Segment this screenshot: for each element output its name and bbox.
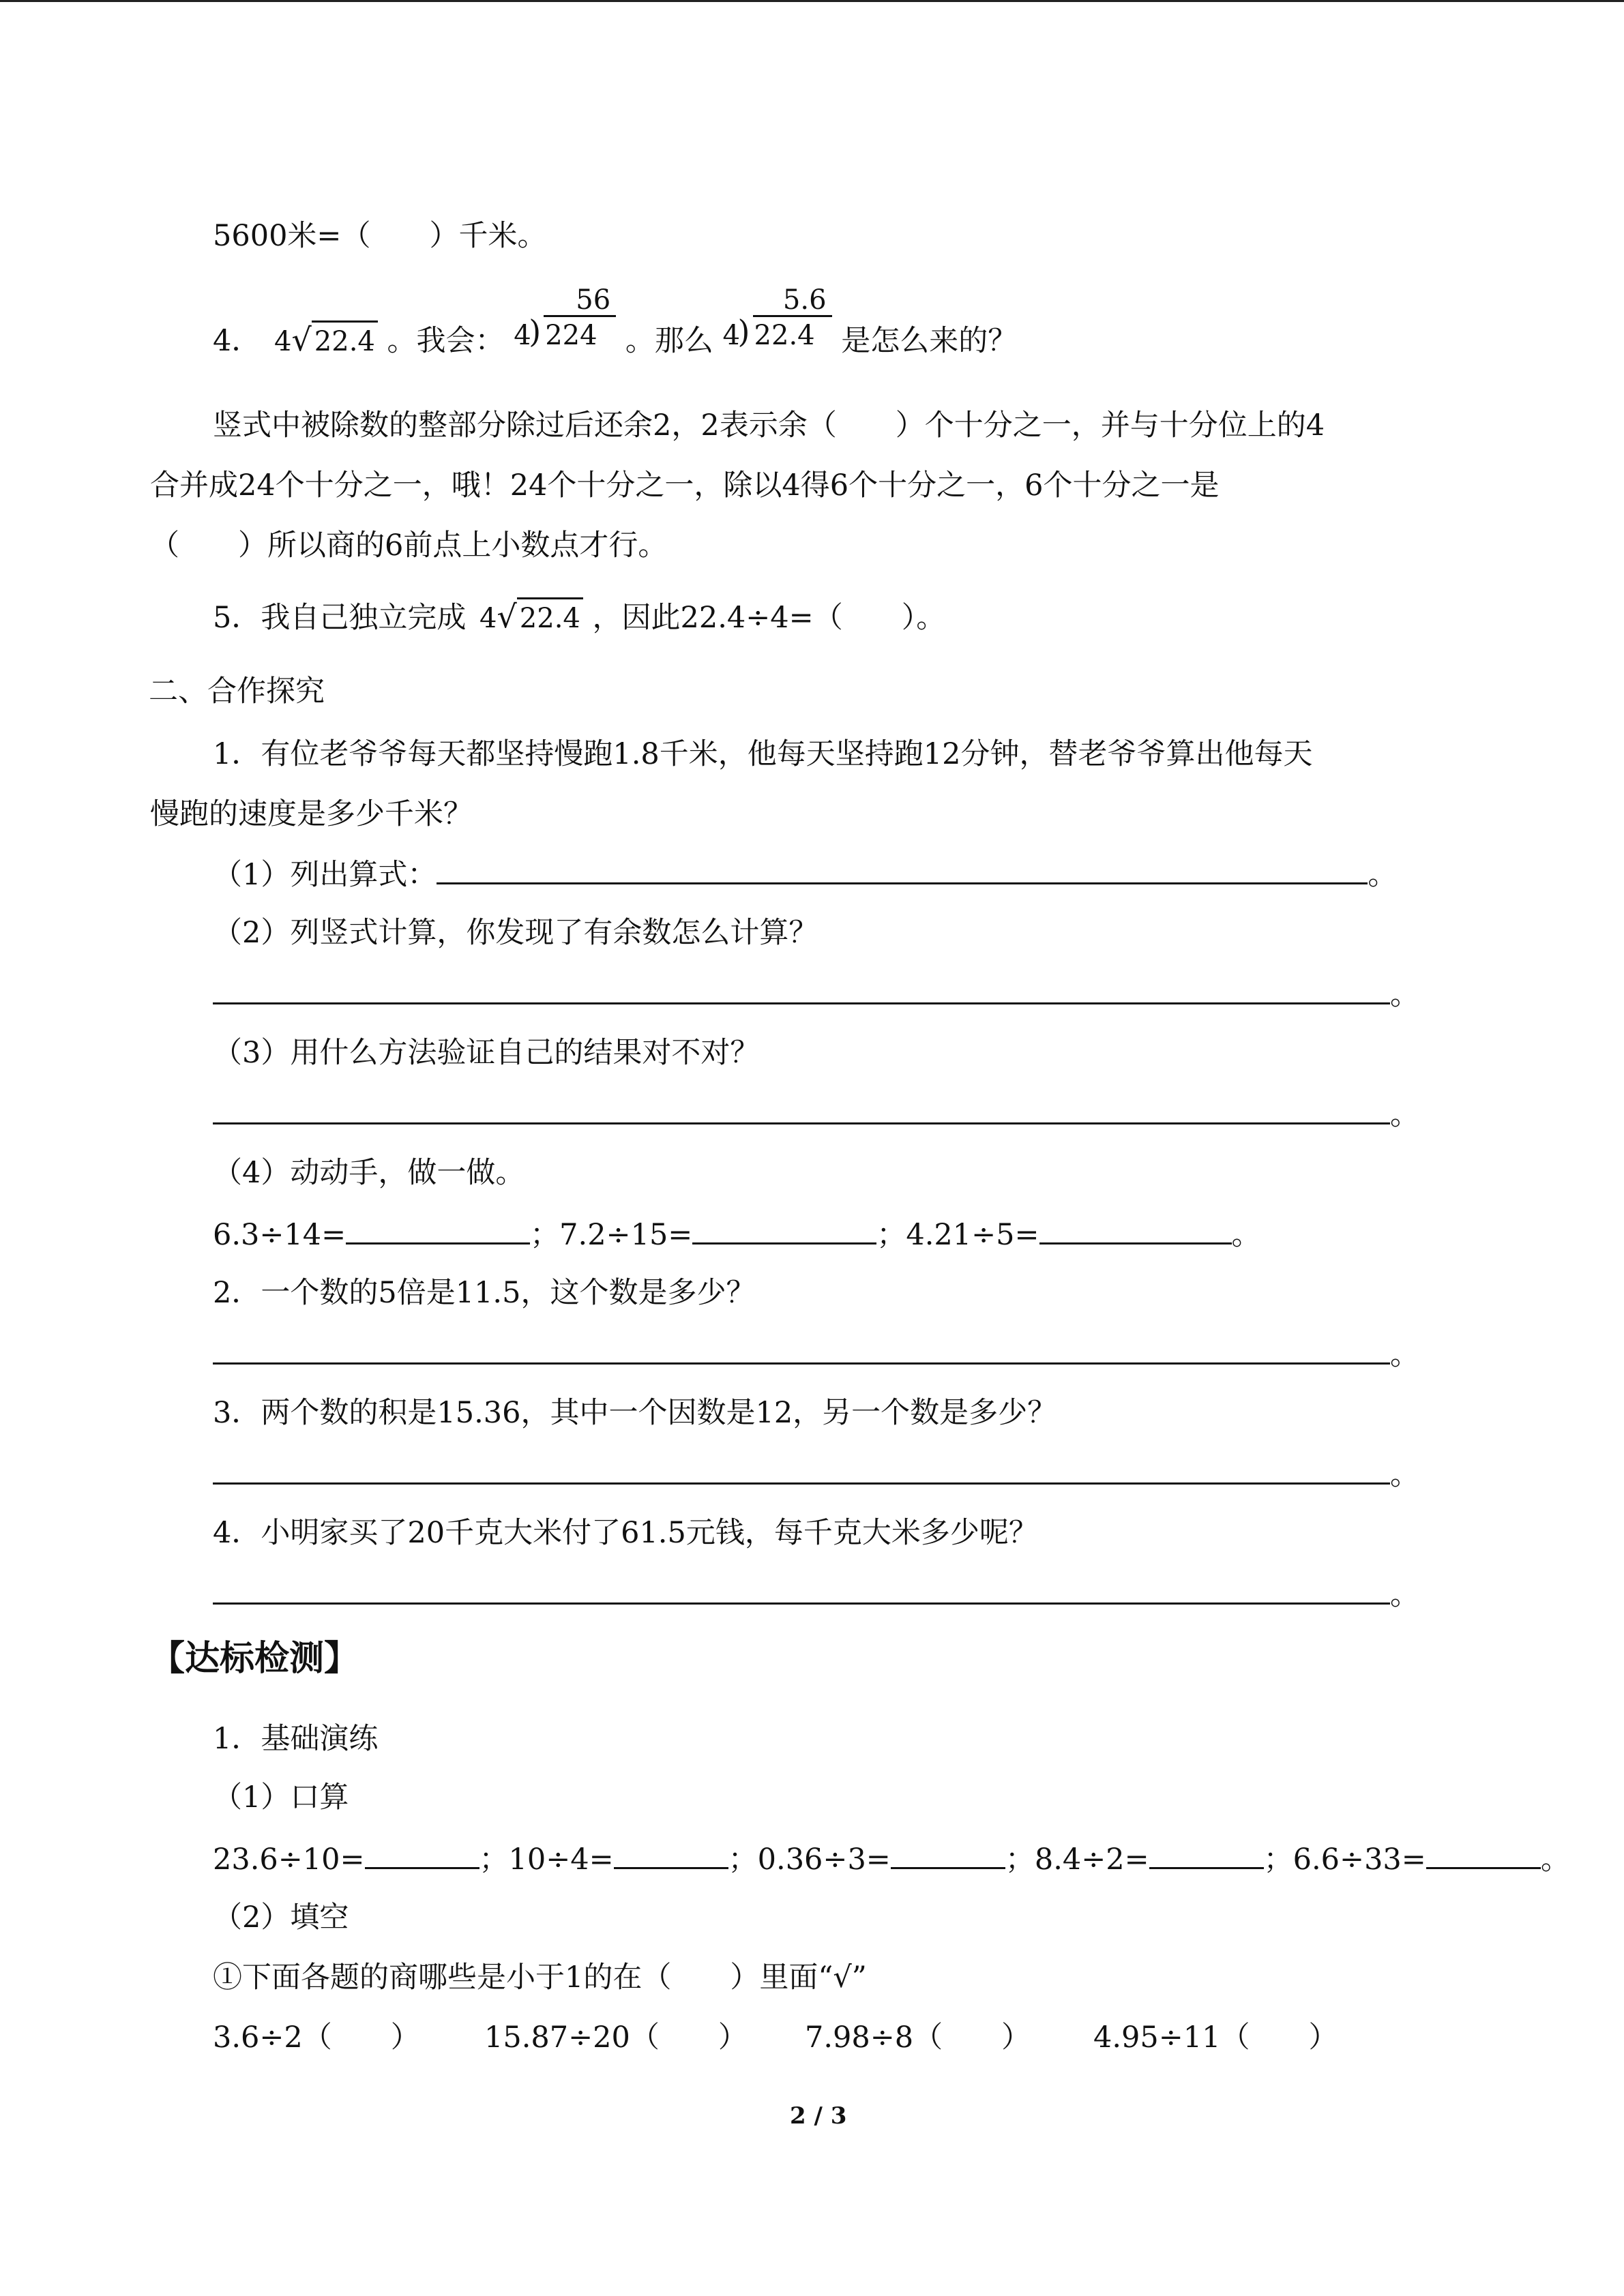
q4-number: 4． xyxy=(213,324,261,358)
long-division-1 xyxy=(514,286,616,355)
dividend: 22.4 xyxy=(754,320,815,351)
choice-1[interactable]: 3.6÷2（ ） xyxy=(213,2021,420,2055)
answer-blank[interactable] xyxy=(692,1215,876,1244)
long-division-2 xyxy=(723,286,832,355)
top-border xyxy=(0,0,1624,2)
line-unit-conversion: 5600米=（ ）千米。 xyxy=(213,219,547,253)
equation-1: 6.3÷14= xyxy=(213,1218,346,1252)
quotient: 56 xyxy=(576,284,611,316)
choice-3[interactable]: 7.98÷8（ ） xyxy=(805,2021,1031,2055)
coop-q1-part-3: （3）用什么方法验证自己的结果对不对？ xyxy=(213,1036,760,1070)
period: 。 xyxy=(1231,1218,1261,1252)
answer-blank[interactable] xyxy=(365,1840,479,1869)
answer-blank[interactable] xyxy=(213,1575,1390,1605)
answer-blank[interactable] xyxy=(1149,1840,1264,1869)
sqrt-expression-2 xyxy=(475,597,583,638)
period: 。 xyxy=(1390,1578,1419,1612)
radicand: 22.4 xyxy=(312,320,378,361)
coop-q2: 2．一个数的5倍是11.5，这个数是多少？ xyxy=(213,1276,756,1310)
paragraph-line-1: 竖式中被除数的整部分除过后还余2，2表示余（ ）个十分之一，并与十分位上的4 xyxy=(213,408,1325,443)
equation-3: ；4.21÷5= xyxy=(876,1218,1039,1252)
q5-text-1: 5．我自己独立完成 xyxy=(213,601,467,635)
answer-blank[interactable] xyxy=(346,1215,530,1244)
answer-blank[interactable] xyxy=(1039,1215,1232,1244)
coop-q3: 3．两个数的积是15.36，其中一个因数是12，另一个数是多少？ xyxy=(213,1396,1057,1430)
coop-q1-part-2: （2）列竖式计算，你发现了有余数怎么计算？ xyxy=(213,916,818,950)
answer-line-part-3 xyxy=(213,1095,1419,1134)
answer-blank[interactable] xyxy=(891,1840,1005,1869)
answer-blank[interactable] xyxy=(213,1095,1390,1124)
division-bracket-icon: ) xyxy=(529,313,542,350)
answer-blank[interactable] xyxy=(437,855,1368,884)
division-bracket-icon: ) xyxy=(737,313,750,350)
period: 。 xyxy=(1390,978,1419,1012)
oral-expr-4: ；8.4÷2= xyxy=(1005,1843,1149,1877)
radical-icon: √ xyxy=(291,321,312,358)
period: 。 xyxy=(1390,1098,1419,1132)
oral-expr-3: ；0.36÷3= xyxy=(728,1843,891,1877)
section-header-assessment: 【达标检测】 xyxy=(150,1639,359,1679)
coop-q1-line-1: 1．有位老爷爷每天都坚持慢跑1.8千米，他每天坚持跑12分钟，替老爷爷算出他每天 xyxy=(213,737,1313,771)
question-5 xyxy=(213,597,945,638)
answer-blank[interactable] xyxy=(614,1840,728,1869)
oral-calc-label: （1）口算 xyxy=(213,1780,349,1815)
paragraph-line-3: （ ）所以商的6前点上小数点才行。 xyxy=(150,528,668,563)
oral-expr-5: ；6.6÷33= xyxy=(1263,1843,1426,1877)
radicand: 22.4 xyxy=(517,597,583,638)
answer-blank[interactable] xyxy=(213,1335,1390,1365)
oral-calc-row xyxy=(213,1840,1570,1879)
choice-2[interactable]: 15.87÷20（ ） xyxy=(484,2021,748,2055)
quotient: 5.6 xyxy=(782,284,827,316)
period: 。 xyxy=(1390,1338,1419,1372)
dividend: 224 xyxy=(545,320,597,351)
answer-line-q2 xyxy=(213,1335,1419,1374)
fill-blank-label: （2）填空 xyxy=(213,1900,349,1935)
q4-text-3: 是怎么来的？ xyxy=(841,324,1018,358)
answer-line-q3 xyxy=(213,1455,1419,1494)
answer-line-q4 xyxy=(213,1575,1419,1614)
practice-equations xyxy=(213,1215,1261,1254)
q4-text-1: 。我会： xyxy=(387,324,505,358)
coop-q4: 4．小明家买了20千克大米付了61.5元钱，每千克大米多少呢？ xyxy=(213,1516,1038,1550)
answer-blank[interactable] xyxy=(1426,1840,1541,1869)
choice-4[interactable]: 4.95÷11（ ） xyxy=(1093,2021,1338,2055)
divisor: 4 xyxy=(722,320,740,351)
divisor: 4 xyxy=(274,326,292,357)
coop-q1-part-1 xyxy=(213,855,1397,894)
answer-line-part-2 xyxy=(213,975,1419,1014)
period: 。 xyxy=(1540,1843,1570,1877)
period: 。 xyxy=(1368,858,1398,892)
page-number: 2 / 3 xyxy=(790,2102,847,2130)
part-1-label: （1）列出算式： xyxy=(213,858,437,892)
fill-instruction: ①下面各题的商哪些是小于1的在（ ）里面“√” xyxy=(213,1960,867,1995)
sqrt-expression-1 xyxy=(270,320,378,361)
divisor: 4 xyxy=(479,603,497,634)
coop-q1-part-4: （4）动动手，做一做。 xyxy=(213,1156,525,1190)
q4-text-2: 。那么 xyxy=(625,324,713,358)
section-title-cooperative: 二、合作探究 xyxy=(149,674,325,709)
question-4 xyxy=(213,286,1017,361)
coop-q1-line-2: 慢跑的速度是多少千米？ xyxy=(150,797,473,831)
divisor: 4 xyxy=(514,320,531,351)
equation-2: ；7.2÷15= xyxy=(530,1218,693,1252)
radical-icon: √ xyxy=(497,598,517,635)
q5-text-2: ，因此22.4÷4=（ ）。 xyxy=(592,601,946,635)
assessment-q1: 1．基础演练 xyxy=(213,1722,379,1756)
oral-expr-1: 23.6÷10= xyxy=(213,1843,365,1877)
paragraph-line-2: 合并成24个十分之一，哦！24个十分之一，除以4得6个十分之一，6个十分之一是 xyxy=(150,468,1220,503)
answer-blank[interactable] xyxy=(213,1455,1390,1485)
oral-expr-2: ；10÷4= xyxy=(479,1843,614,1877)
answer-blank[interactable] xyxy=(213,975,1390,1004)
period: 。 xyxy=(1390,1458,1419,1492)
